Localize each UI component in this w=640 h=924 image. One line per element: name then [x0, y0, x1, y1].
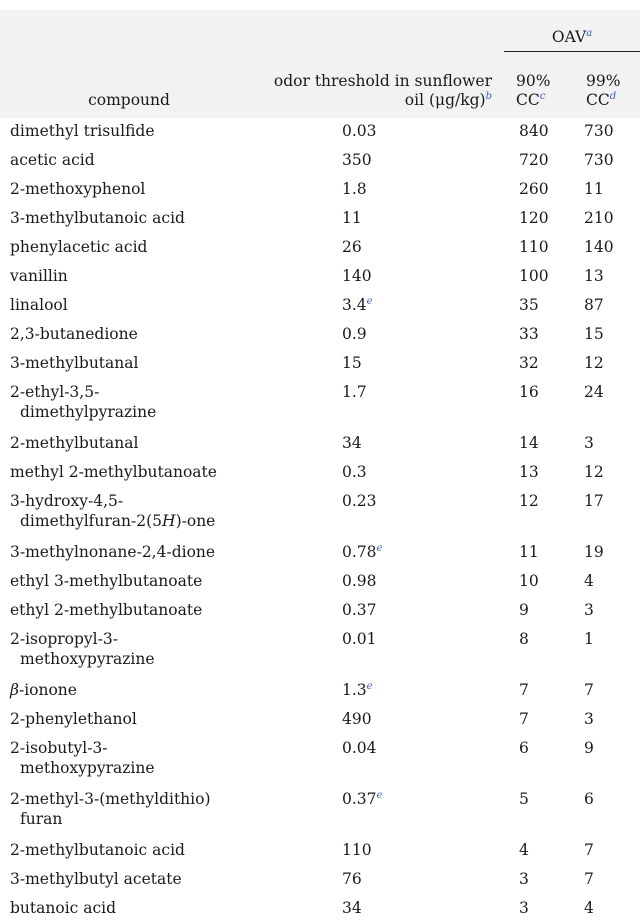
table-row — [0, 677, 640, 706]
threshold-cell: 34 — [342, 434, 362, 452]
threshold-cell: 350 — [342, 151, 372, 169]
oav-99cc-cell: 6 — [584, 790, 594, 808]
compound-cell: 2-ethyl-3,5- dimethylpyrazine — [10, 383, 157, 421]
compound-cell: 2-isopropyl-3- methoxypyrazine — [10, 630, 155, 668]
oav-99cc-cell: 3 — [584, 710, 594, 728]
threshold-cell: 1.7 — [342, 383, 367, 401]
oav-99cc-cell: 730 — [584, 122, 614, 140]
threshold-cell: 0.04 — [342, 739, 377, 757]
oav-99cc-cell: 87 — [584, 296, 604, 314]
oav-90cc-cell: 33 — [519, 325, 539, 343]
footnote-marker: e — [376, 542, 383, 554]
compound-column-header: compound — [0, 52, 258, 119]
oav-99cc-cell: 12 — [584, 354, 604, 372]
threshold-cell: 0.37e — [342, 789, 383, 808]
threshold-cell: 0.37 — [342, 601, 377, 619]
table-row — [0, 118, 640, 147]
table-row — [0, 430, 640, 459]
compound-cell: butanoic acid — [10, 899, 117, 917]
oav-99cc-cell: 1 — [584, 630, 594, 648]
table-row — [0, 321, 640, 350]
table-row — [0, 568, 640, 597]
oav-90cc-cell: 7 — [519, 710, 529, 728]
footnote-marker: e — [376, 789, 383, 801]
oav-99cc-cell: 7 — [584, 681, 594, 699]
compound-cell: 2-methoxyphenol — [10, 180, 146, 198]
compound-cell: methyl 2-methylbutanoate — [10, 463, 217, 481]
threshold-cell: 26 — [342, 238, 362, 256]
cc99-column-header: 99% CC$^d$ — [574, 52, 640, 119]
threshold-cell: 110 — [342, 841, 372, 859]
oav-90cc-cell: 4 — [519, 841, 529, 859]
oav-90cc-cell: 110 — [519, 238, 549, 256]
compound-cell: linalool — [10, 296, 68, 314]
footnote-marker: a — [586, 27, 593, 39]
header-spacer — [0, 10, 258, 52]
threshold-cell: 15 — [342, 354, 362, 372]
oav-99cc-cell: 4 — [584, 572, 594, 590]
oav-90cc-cell: 16 — [519, 383, 539, 401]
table-row — [0, 459, 640, 488]
table-row — [0, 263, 640, 292]
table-row — [0, 895, 640, 924]
compound-cell: 3-hydroxy-4,5- dimethylfuran-2(5H)-one — [10, 492, 216, 530]
table-body — [0, 118, 640, 924]
compound-cell: 2-methylbutanal — [10, 434, 139, 452]
oav-90cc-cell: 10 — [519, 572, 539, 590]
threshold-cell: 0.23 — [342, 492, 377, 510]
table-row — [0, 735, 640, 786]
table-row — [0, 488, 640, 539]
compound-cell: β-ionone — [10, 681, 77, 699]
oav-90cc-cell: 8 — [519, 630, 529, 648]
oav-99cc-cell: 15 — [584, 325, 604, 343]
compound-cell: 2-methylbutanoic acid — [10, 841, 185, 859]
footnote-marker: c — [539, 90, 546, 102]
compound-cell: 2-phenylethanol — [10, 710, 137, 728]
footnote-marker: e — [366, 295, 373, 307]
oav-90cc-cell: 5 — [519, 790, 529, 808]
threshold-cell: 76 — [342, 870, 362, 888]
oav-99cc-cell: 3 — [584, 434, 594, 452]
oav-90cc-cell: 120 — [519, 209, 549, 227]
threshold-cell: 34 — [342, 899, 362, 917]
threshold-cell: 1.8 — [342, 180, 367, 198]
threshold-cell: 1.3e — [342, 680, 373, 699]
compound-cell: 2,3-butanedione — [10, 325, 138, 343]
compound-cell: 2-isobutyl-3- methoxypyrazine — [10, 739, 155, 777]
oav-99cc-cell: 210 — [584, 209, 614, 227]
oav-table — [0, 10, 640, 924]
table-row — [0, 350, 640, 379]
oav-99cc-cell: 24 — [584, 383, 604, 401]
table-row — [0, 234, 640, 263]
compound-cell: ethyl 2-methylbutanoate — [10, 601, 203, 619]
oav-90cc-cell: 3 — [519, 899, 529, 917]
compound-cell: 2-methyl-3-(methyldithio) furan — [10, 790, 211, 828]
table-row — [0, 706, 640, 735]
table-row — [0, 205, 640, 234]
oav-99cc-cell: 3 — [584, 601, 594, 619]
threshold-cell: 11 — [342, 209, 362, 227]
oav-99cc-cell: 7 — [584, 841, 594, 859]
threshold-cell: 140 — [342, 267, 372, 285]
oav-99cc-cell: 12 — [584, 463, 604, 481]
table-row — [0, 626, 640, 677]
oav-label: OAV — [551, 28, 587, 46]
table-row — [0, 597, 640, 626]
oav-90cc-cell: 840 — [519, 122, 549, 140]
oav-90cc-cell: 11 — [519, 543, 539, 561]
cc90-column-header: 90% CC$^c$ — [504, 52, 574, 119]
table-row — [0, 292, 640, 321]
table-row — [0, 379, 640, 430]
oav-99cc-cell: 19 — [584, 543, 604, 561]
compound-cell: phenylacetic acid — [10, 238, 148, 256]
oav-99cc-cell: 140 — [584, 238, 614, 256]
oav-90cc-cell: 260 — [519, 180, 549, 198]
table-row — [0, 539, 640, 568]
compound-cell: 3-methylbutanal — [10, 354, 139, 372]
threshold-cell: 490 — [342, 710, 372, 728]
header-spacer — [258, 10, 504, 52]
footnote-marker: d — [609, 90, 617, 102]
oav-90cc-cell: 35 — [519, 296, 539, 314]
threshold-cell: 3.4e — [342, 295, 373, 314]
table-row — [0, 866, 640, 895]
compound-cell: 3-methylnonane-2,4-dione — [10, 543, 216, 561]
table-row — [0, 176, 640, 205]
oav-99cc-cell: 9 — [584, 739, 594, 757]
oav-90cc-cell: 32 — [519, 354, 539, 372]
oav-99cc-cell: 730 — [584, 151, 614, 169]
threshold-cell: 0.01 — [342, 630, 377, 648]
table-row — [0, 147, 640, 176]
compound-cell: 3-methylbutyl acetate — [10, 870, 182, 888]
threshold-header-line2: oil (μg/kg) — [404, 91, 486, 109]
threshold-cell: 0.3 — [342, 463, 367, 481]
compound-cell: 3-methylbutanoic acid — [10, 209, 185, 227]
oav-group-header — [504, 10, 640, 52]
threshold-column-header — [258, 52, 504, 119]
threshold-cell: 0.03 — [342, 122, 377, 140]
oav-90cc-cell: 100 — [519, 267, 549, 285]
oav-99cc-cell: 11 — [584, 180, 604, 198]
oav-99cc-cell: 13 — [584, 267, 604, 285]
compound-cell: acetic acid — [10, 151, 95, 169]
footnote-marker: b — [485, 90, 492, 102]
oav-90cc-cell: 13 — [519, 463, 539, 481]
oav-99cc-cell: 17 — [584, 492, 604, 510]
oav-90cc-cell: 9 — [519, 601, 529, 619]
oav-90cc-cell: 14 — [519, 434, 539, 452]
oav-90cc-cell: 6 — [519, 739, 529, 757]
threshold-cell: 0.98 — [342, 572, 377, 590]
table-row — [0, 837, 640, 866]
threshold-cell: 0.9 — [342, 325, 367, 343]
threshold-cell: 0.78e — [342, 542, 383, 561]
footnote-marker: e — [366, 680, 373, 692]
compound-cell: ethyl 3-methylbutanoate — [10, 572, 203, 590]
oav-99cc-cell: 7 — [584, 870, 594, 888]
compound-cell: dimethyl trisulfide — [10, 122, 155, 140]
oav-90cc-cell: 720 — [519, 151, 549, 169]
threshold-header-line1: odor threshold in sunflower — [273, 72, 492, 90]
oav-90cc-cell: 7 — [519, 681, 529, 699]
table-row — [0, 786, 640, 837]
compound-cell: vanillin — [10, 267, 68, 285]
table-header — [0, 10, 640, 118]
oav-99cc-cell: 4 — [584, 899, 594, 917]
oav-90cc-cell: 3 — [519, 870, 529, 888]
oav-90cc-cell: 12 — [519, 492, 539, 510]
